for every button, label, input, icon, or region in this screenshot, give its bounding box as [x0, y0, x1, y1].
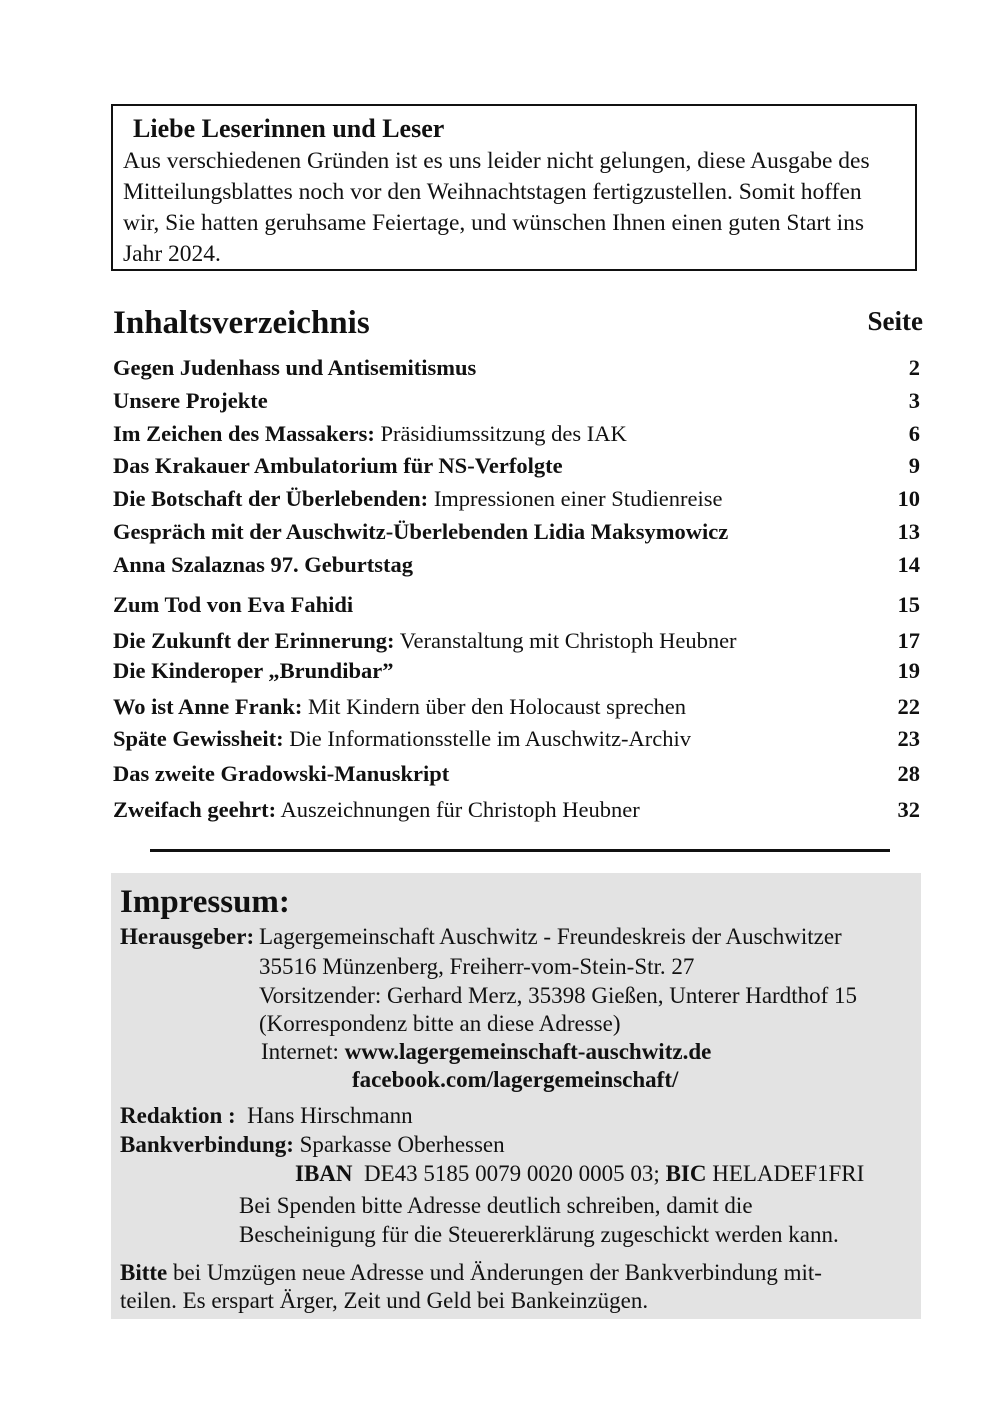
- impressum-title: Impressum:: [120, 884, 290, 920]
- bitte-line: teilen. Es erspart Ärger, Zeit und Geld bei Bankeinzügen.: [120, 1288, 649, 1313]
- toc-entry-title: Im Zeichen des Massakers:: [113, 421, 375, 446]
- toc-entry-subtitle: Die Informationsstelle im Auschwitz-Archiv: [283, 726, 692, 751]
- toc-entry-page: 2: [908, 355, 920, 380]
- bitte-text: bei Umzügen neue Adresse und Änderungen der Bankverbindung mit-: [167, 1260, 822, 1285]
- herausgeber-line: 35516 Münzenberg, Freiherr-vom-Stein-Str. 27: [259, 954, 695, 979]
- toc-entry-title: Späte Gewissheit:: [113, 726, 284, 751]
- bank-value: Sparkasse Oberhessen: [299, 1132, 505, 1157]
- toc-entry-subtitle: Mit Kindern über den Holocaust sprechen: [302, 694, 687, 719]
- toc-entry[interactable]: [113, 516, 920, 548]
- toc-page-header: Seite: [867, 306, 923, 336]
- toc-entry-page: 9: [908, 453, 920, 478]
- internet-label: Internet:: [261, 1039, 339, 1064]
- toc-entry-title: Die Zukunft der Erinnerung:: [113, 628, 395, 653]
- toc-entry[interactable]: [113, 450, 920, 482]
- herausgeber-line: Vorsitzender: Gerhard Merz, 35398 Gießen, Unterer Hardthof 15: [259, 983, 858, 1008]
- toc-entry-title: Das zweite Gradowski-Manuskript: [113, 761, 450, 786]
- toc-entry[interactable]: [113, 549, 920, 581]
- toc-entry-subtitle: Auszeichnungen für Christoph Heubner: [276, 797, 640, 822]
- notice-title: Liebe Leserinnen und Leser: [133, 114, 445, 143]
- toc-entry[interactable]: [113, 385, 920, 417]
- toc-entry-page: 15: [897, 592, 920, 617]
- bitte-line: [120, 1258, 822, 1288]
- redaktion-line: [120, 1101, 413, 1131]
- toc-entry-title: Gegen Judenhass und Antisemitismus: [113, 355, 477, 380]
- toc-entry-page: 3: [908, 388, 920, 413]
- toc-entry-page: 17: [897, 628, 920, 653]
- notice-line: wir, Sie hatten geruhsame Feiertage, und wünschen Ihnen einen guten Start ins: [123, 210, 865, 236]
- iban-line: [295, 1159, 864, 1189]
- herausgeber-line: (Korrespondenz bitte an diese Adresse): [259, 1011, 621, 1036]
- bitte-label: Bitte: [120, 1260, 168, 1285]
- website-link[interactable]: www.lagergemeinschaft-auschwitz.de: [344, 1039, 712, 1064]
- notice-box: [111, 104, 917, 271]
- toc-header: [113, 300, 923, 346]
- toc-entry[interactable]: [113, 589, 920, 621]
- toc-entry-title: Zum Tod von Eva Fahidi: [113, 592, 354, 617]
- toc-entry-page: 13: [897, 519, 920, 544]
- toc-entry-subtitle: Präsidiumssitzung des IAK: [374, 421, 627, 446]
- toc-entry-title: Gespräch mit der Auschwitz-Überlebenden Lidia Maksymowicz: [113, 519, 729, 544]
- toc-entry-title: Unsere Projekte: [113, 388, 268, 413]
- toc-entry-title: Die Botschaft der Überlebenden:: [113, 486, 429, 511]
- toc-entry[interactable]: [113, 691, 920, 723]
- toc-entry-title: Anna Szalaznas 97. Geburtstag: [113, 552, 414, 577]
- toc-entry[interactable]: [113, 723, 920, 755]
- toc-entry[interactable]: [113, 794, 920, 826]
- toc-entry-page: 22: [897, 694, 920, 719]
- redaktion-value: Hans Hirschmann: [247, 1103, 413, 1128]
- notice-line: Jahr 2024.: [123, 241, 221, 267]
- toc-entry[interactable]: [113, 625, 920, 657]
- spenden-line: Bescheinigung für die Steuererklärung zugeschickt werden kann.: [239, 1222, 839, 1247]
- herausgeber-label: Herausgeber:: [120, 924, 255, 949]
- toc-entry-title: Wo ist Anne Frank:: [113, 694, 303, 719]
- toc-title: Inhaltsverzeichnis: [113, 305, 370, 341]
- toc-entry-page: 6: [908, 421, 920, 446]
- toc-entry-title: Die Kinderoper „Brundibar”: [113, 658, 394, 683]
- toc-entry-page: 32: [897, 797, 920, 822]
- notice-line: Aus verschiedenen Gründen ist es uns leider nicht gelungen, diese Ausgabe des: [123, 148, 870, 174]
- toc-entry-page: 14: [897, 552, 920, 577]
- spenden-line: Bei Spenden bitte Adresse deutlich schreiben, damit die: [239, 1193, 753, 1218]
- toc-entry[interactable]: [113, 418, 920, 450]
- impressum-box: [111, 873, 921, 1319]
- redaktion-label: Redaktion :: [120, 1103, 236, 1128]
- toc-entry[interactable]: [113, 352, 920, 384]
- toc-entry-subtitle: Veranstaltung mit Christoph Heubner: [394, 628, 737, 653]
- bank-label: Bankverbindung:: [120, 1132, 294, 1157]
- toc-entry[interactable]: [113, 758, 920, 790]
- iban-value: DE43 5185 0079 0020 0005 03;: [364, 1161, 660, 1186]
- divider: [150, 849, 890, 852]
- toc-entry-title: Das Krakauer Ambulatorium für NS-Verfolgte: [113, 453, 563, 478]
- toc-entry-page: 23: [897, 726, 920, 751]
- internet-line: [261, 1037, 711, 1067]
- herausgeber-line: Lagergemeinschaft Auschwitz - Freundeskreis der Auschwitzer: [259, 924, 842, 949]
- toc-entry[interactable]: [113, 483, 920, 515]
- bic-value: HELADEF1FRI: [712, 1161, 865, 1186]
- bic-label: BIC: [665, 1161, 707, 1186]
- toc-entry-subtitle: Impressionen einer Studienreise: [428, 486, 723, 511]
- toc-entry-page: 28: [897, 761, 920, 786]
- toc-entry-page: 19: [897, 658, 920, 683]
- toc-entry-title: Zweifach geehrt:: [113, 797, 277, 822]
- facebook-link[interactable]: facebook.com/lagergemeinschaft/: [352, 1067, 679, 1092]
- notice-line: Mitteilungsblattes noch vor den Weihnachtstagen fertigzustellen. Somit hoffen: [123, 179, 862, 205]
- bank-line: [120, 1130, 505, 1160]
- toc-entry[interactable]: [113, 655, 920, 687]
- iban-label: IBAN: [295, 1161, 353, 1186]
- toc-entry-page: 10: [897, 486, 920, 511]
